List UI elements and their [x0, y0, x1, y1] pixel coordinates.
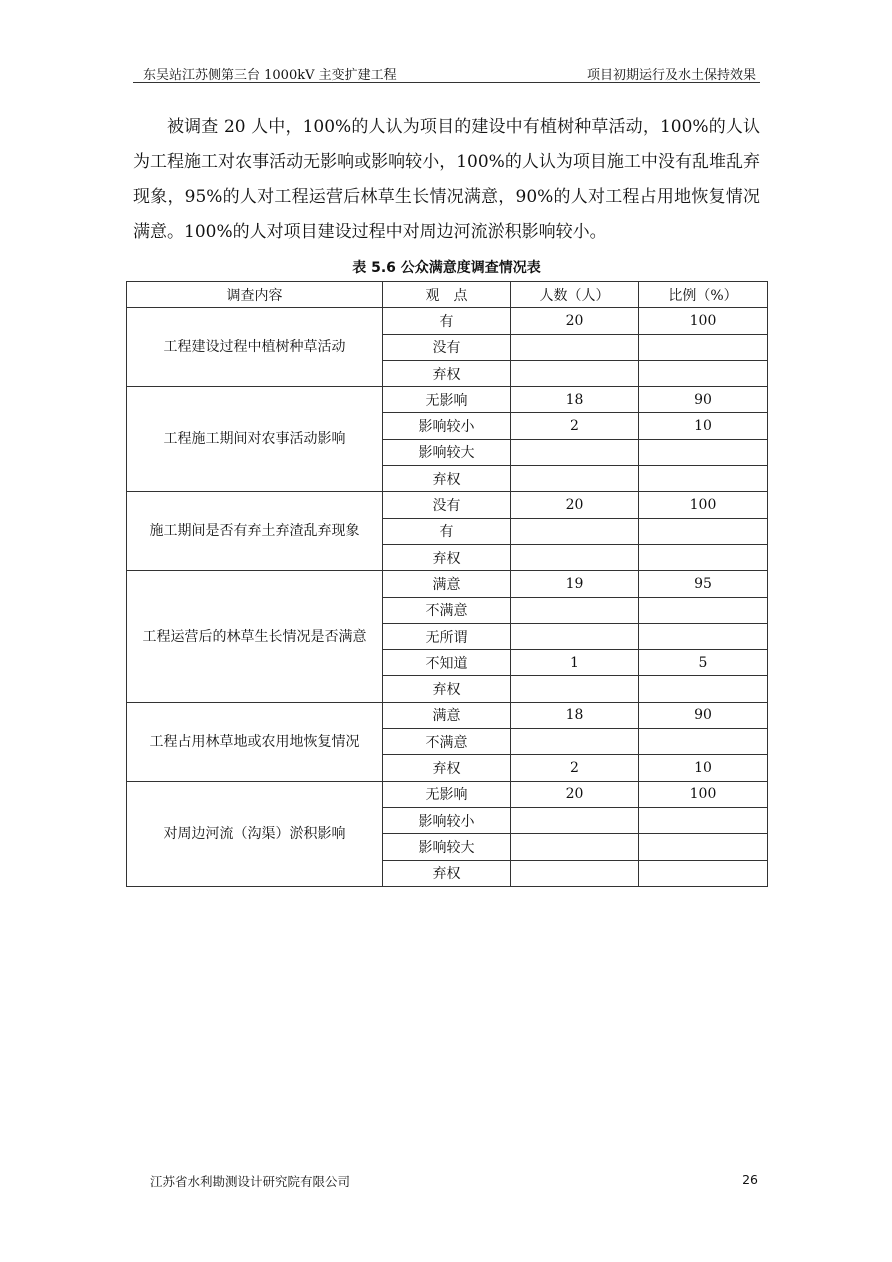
count-cell — [511, 439, 639, 465]
ratio-cell — [639, 623, 768, 649]
survey-item-cell: 工程占用林草地或农用地恢复情况 — [127, 702, 383, 781]
ratio-cell: 90 — [639, 702, 768, 728]
view-cell: 不满意 — [383, 597, 511, 623]
page-number: 26 — [742, 1172, 758, 1187]
count-cell — [511, 623, 639, 649]
view-cell: 有 — [383, 308, 511, 334]
view-cell: 有 — [383, 518, 511, 544]
table-row — [127, 492, 768, 518]
ratio-cell — [639, 807, 768, 833]
view-cell: 弃权 — [383, 544, 511, 570]
survey-item-cell: 工程建设过程中植树种草活动 — [127, 308, 383, 387]
table-row — [127, 387, 768, 413]
count-cell: 20 — [511, 308, 639, 334]
view-cell: 弃权 — [383, 676, 511, 702]
footer-company: 江苏省水利勘测设计研究院有限公司 — [150, 1174, 351, 1189]
column-header-content: 调查内容 — [127, 282, 383, 308]
column-header-view: 观 点 — [383, 282, 511, 308]
view-cell: 影响较小 — [383, 807, 511, 833]
ratio-cell — [639, 597, 768, 623]
view-cell: 影响较小 — [383, 413, 511, 439]
ratio-cell — [639, 518, 768, 544]
count-cell: 19 — [511, 571, 639, 597]
ratio-cell — [639, 544, 768, 570]
column-header-count: 人数（人） — [511, 282, 639, 308]
view-cell: 不满意 — [383, 729, 511, 755]
count-cell: 20 — [511, 492, 639, 518]
view-cell: 影响较大 — [383, 439, 511, 465]
table-body — [127, 308, 768, 887]
survey-item-cell: 工程运营后的林草生长情况是否满意 — [127, 571, 383, 702]
view-cell: 满意 — [383, 702, 511, 728]
survey-item-cell: 工程施工期间对农事活动影响 — [127, 387, 383, 492]
view-cell: 没有 — [383, 492, 511, 518]
count-cell — [511, 334, 639, 360]
table-header-row — [127, 282, 768, 308]
count-cell — [511, 807, 639, 833]
ratio-cell — [639, 466, 768, 492]
count-cell: 18 — [511, 702, 639, 728]
view-cell: 弃权 — [383, 755, 511, 781]
table-caption: 表 5.6 公众满意度调查情况表 — [352, 260, 541, 276]
survey-item-cell: 对周边河流（沟渠）淤积影响 — [127, 781, 383, 886]
view-cell: 影响较大 — [383, 834, 511, 860]
count-cell — [511, 544, 639, 570]
satisfaction-survey-table — [126, 281, 768, 887]
count-cell — [511, 860, 639, 886]
count-cell: 18 — [511, 387, 639, 413]
ratio-cell: 5 — [639, 650, 768, 676]
view-cell: 无影响 — [383, 387, 511, 413]
ratio-cell — [639, 676, 768, 702]
count-cell — [511, 676, 639, 702]
ratio-cell: 100 — [639, 492, 768, 518]
view-cell: 弃权 — [383, 360, 511, 386]
view-cell: 没有 — [383, 334, 511, 360]
header-project-title: 东吴站江苏侧第三台 1000kV 主变扩建工程 — [143, 68, 397, 83]
count-cell — [511, 729, 639, 755]
column-header-ratio: 比例（%） — [639, 282, 768, 308]
count-cell — [511, 466, 639, 492]
count-cell — [511, 597, 639, 623]
ratio-cell — [639, 334, 768, 360]
count-cell: 1 — [511, 650, 639, 676]
header-section-title: 项目初期运行及水土保持效果 — [586, 68, 756, 83]
table-row — [127, 571, 768, 597]
ratio-cell — [639, 729, 768, 755]
survey-item-cell: 施工期间是否有弃土弃渣乱弃现象 — [127, 492, 383, 571]
ratio-cell — [639, 439, 768, 465]
body-paragraph: 被调查 20 人中，100%的人认为项目的建设中有植树种草活动，100%的人认为工程施工对农事活动无影响或影响较小，100%的人认为项目施工中没有乱堆乱弃现象，95%的人对工程运营后林草生长情况满意，90%的人对工程占用地恢复情况满意。100%的人对项目建设过程中对周边河流淤积影响较小。 — [133, 117, 760, 242]
view-cell: 弃权 — [383, 860, 511, 886]
view-cell: 满意 — [383, 571, 511, 597]
count-cell: 20 — [511, 781, 639, 807]
table-row — [127, 781, 768, 807]
count-cell: 2 — [511, 755, 639, 781]
ratio-cell: 100 — [639, 308, 768, 334]
ratio-cell — [639, 860, 768, 886]
ratio-cell: 100 — [639, 781, 768, 807]
view-cell: 不知道 — [383, 650, 511, 676]
header-divider — [133, 82, 760, 83]
table-row — [127, 702, 768, 728]
count-cell — [511, 834, 639, 860]
count-cell — [511, 518, 639, 544]
ratio-cell — [639, 360, 768, 386]
count-cell — [511, 360, 639, 386]
ratio-cell: 95 — [639, 571, 768, 597]
ratio-cell: 90 — [639, 387, 768, 413]
view-cell: 无所谓 — [383, 623, 511, 649]
table-row — [127, 308, 768, 334]
view-cell: 弃权 — [383, 466, 511, 492]
count-cell: 2 — [511, 413, 639, 439]
ratio-cell: 10 — [639, 413, 768, 439]
ratio-cell — [639, 834, 768, 860]
ratio-cell: 10 — [639, 755, 768, 781]
view-cell: 无影响 — [383, 781, 511, 807]
